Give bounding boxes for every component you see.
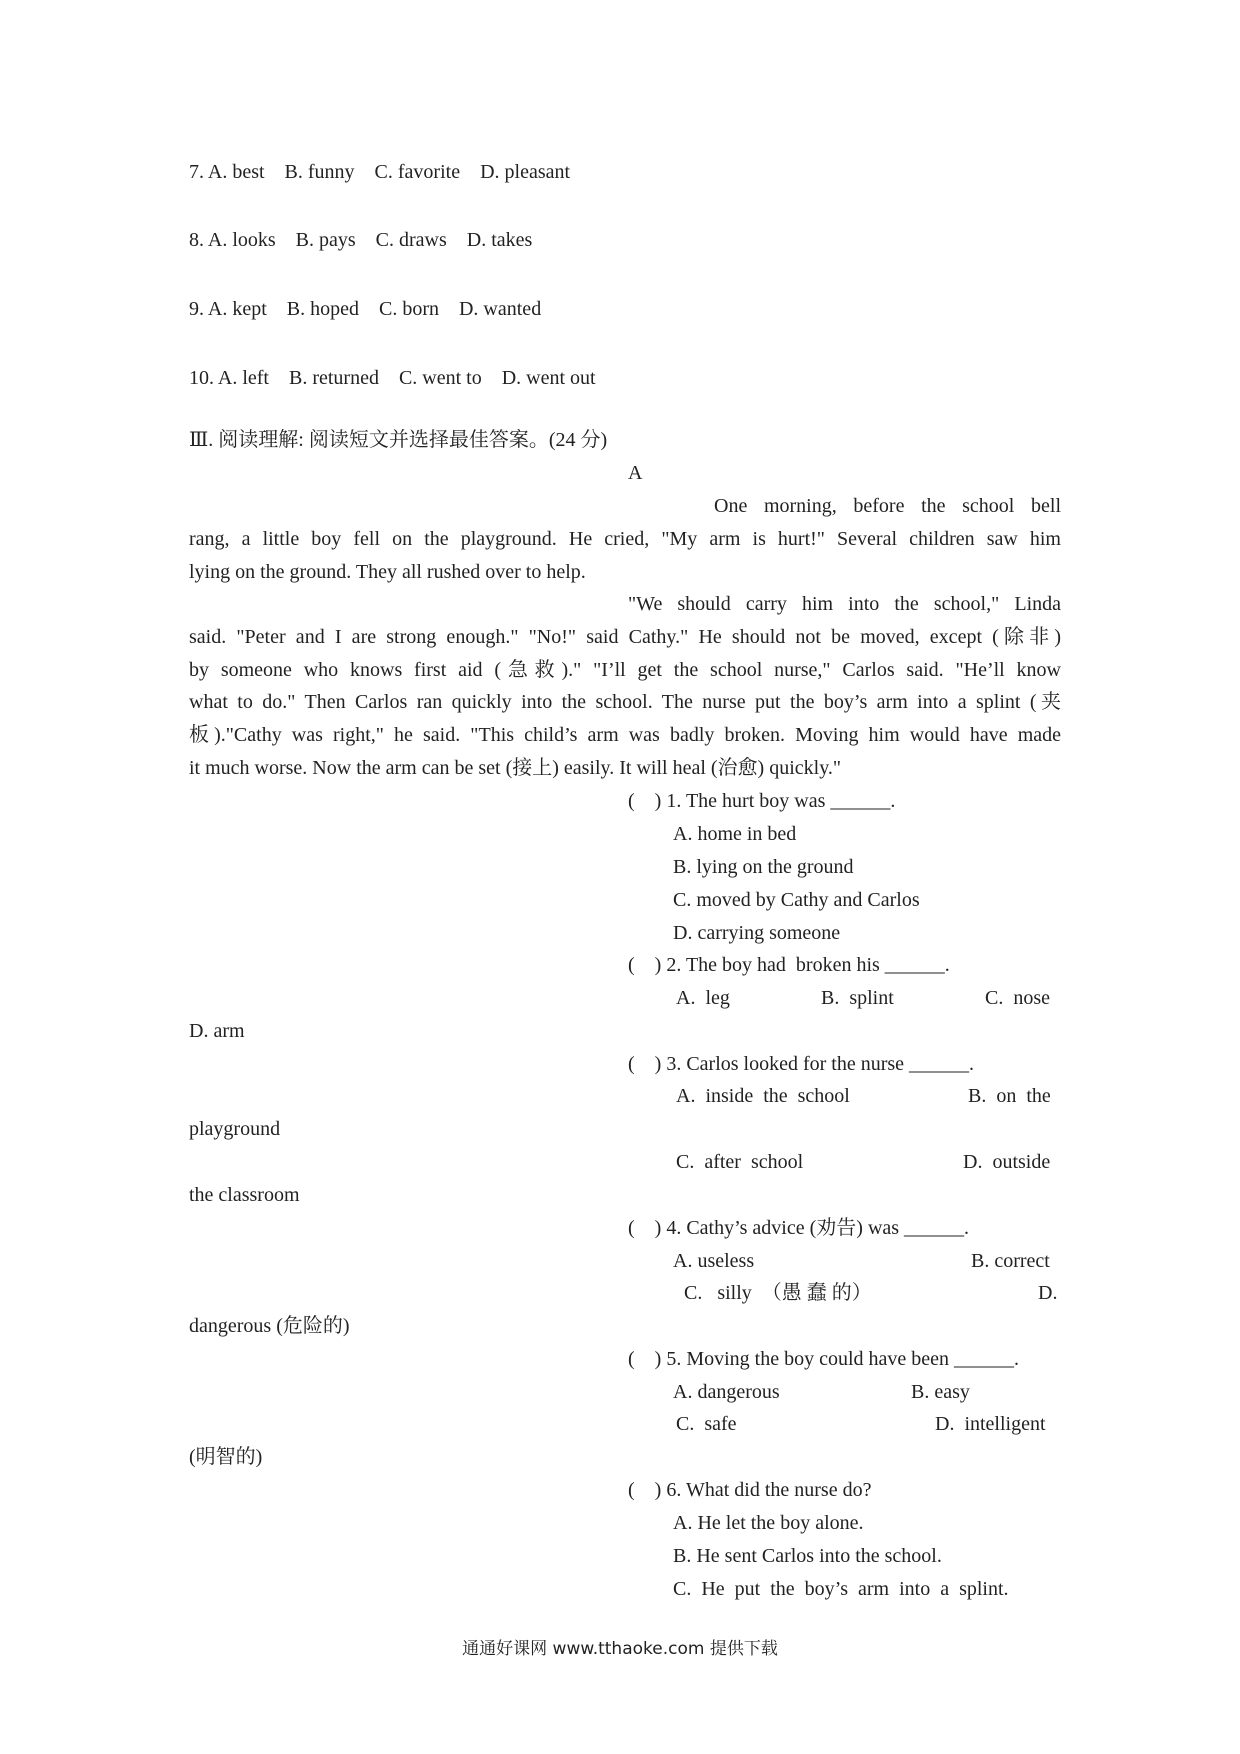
passage-line: it much worse. Now the arm can be set (接上) easily. It will heal (治愈) quickly." [189, 757, 842, 779]
question-3-option-d-cont: the classroom [189, 1184, 300, 1206]
question-1-option-c: C. moved by Cathy and Carlos [673, 889, 920, 911]
passage-line: "We should carry him into the school," Linda [628, 593, 1061, 615]
question-1-option-a: A. home in bed [673, 823, 797, 845]
passage-line: by someone who knows first aid (急救)." "I’ll get the school nurse," Carlos said. "He’ll know [189, 659, 1061, 681]
question-1-stem: ( ) 1. The hurt boy was ______. [628, 790, 896, 812]
question-1-option-b: B. lying on the ground [673, 856, 854, 878]
passage-label: A [628, 462, 643, 484]
question-5-option-a: A. dangerous [673, 1381, 780, 1403]
question-2-stem: ( ) 2. The boy had broken his ______. [628, 954, 950, 976]
passage-line: One morning, before the school bell [714, 495, 1061, 517]
question-3-option-a: A. inside the school [676, 1085, 850, 1107]
question-6-stem: ( ) 6. What did the nurse do? [628, 1479, 872, 1501]
cloze-option-7: 7. A. best B. funny C. favorite D. pleasant [189, 161, 571, 183]
cloze-option-10: 10. A. left B. returned C. went to D. went out [189, 367, 596, 389]
question-4-option-a: A. useless [673, 1250, 755, 1272]
question-6-option-b: B. He sent Carlos into the school. [673, 1545, 942, 1567]
passage-line: 板)."Cathy was right," he said. "This child’s arm was badly broken. Moving him would have made [189, 724, 1061, 746]
question-3-option-b-cont: playground [189, 1118, 281, 1140]
passage-line: said. "Peter and I are strong enough." "No!" said Cathy." He should not be moved, except (除非) [189, 626, 1061, 648]
question-4-option-c: C. silly （愚 蠢 的） [684, 1282, 872, 1304]
question-6-option-c: C. He put the boy’s arm into a splint. [673, 1578, 1009, 1600]
question-1-option-d: D. carrying someone [673, 922, 841, 944]
cloze-option-8: 8. A. looks B. pays C. draws D. takes [189, 229, 533, 251]
question-4-stem: ( ) 4. Cathy’s advice (劝告) was ______. [628, 1217, 970, 1239]
passage-line: what to do." Then Carlos ran quickly into the school. The nurse put the boy’s arm into a splint (夹 [189, 691, 1061, 713]
question-3-option-b: B. on the [968, 1085, 1051, 1107]
question-6-option-a: A. He let the boy alone. [673, 1512, 864, 1534]
question-5-stem: ( ) 5. Moving the boy could have been ______. [628, 1348, 1020, 1370]
passage-line: lying on the ground. They all rushed over to help. [189, 561, 586, 583]
question-3-stem: ( ) 3. Carlos looked for the nurse ______. [628, 1053, 975, 1075]
question-5-option-d-cont: (明智的) [189, 1446, 263, 1468]
question-2-option-a: A. leg [676, 987, 730, 1009]
question-2-option-b: B. splint [821, 987, 894, 1009]
question-3-option-d: D. outside [963, 1151, 1051, 1173]
question-4-option-d-cont: dangerous (危险的) [189, 1315, 350, 1337]
question-3-option-c: C. after school [676, 1151, 804, 1173]
section-heading: Ⅲ. 阅读理解: 阅读短文并选择最佳答案。(24 分) [189, 429, 608, 451]
question-5-option-d: D. intelligent [935, 1413, 1046, 1435]
question-2-option-c: C. nose [985, 987, 1050, 1009]
question-4-option-d: D. [1038, 1282, 1058, 1304]
question-5-option-c: C. safe [676, 1413, 737, 1435]
question-5-option-b: B. easy [911, 1381, 970, 1403]
question-2-option-d: D. arm [189, 1020, 245, 1042]
page-footer: 通通好课网 www.tthaoke.com 提供下载 [462, 1639, 778, 1659]
passage-line: rang, a little boy fell on the playground. He cried, "My arm is hurt!" Several children saw him [189, 528, 1061, 550]
question-4-option-b: B. correct [971, 1250, 1050, 1272]
cloze-option-9: 9. A. kept B. hoped C. born D. wanted [189, 298, 542, 320]
